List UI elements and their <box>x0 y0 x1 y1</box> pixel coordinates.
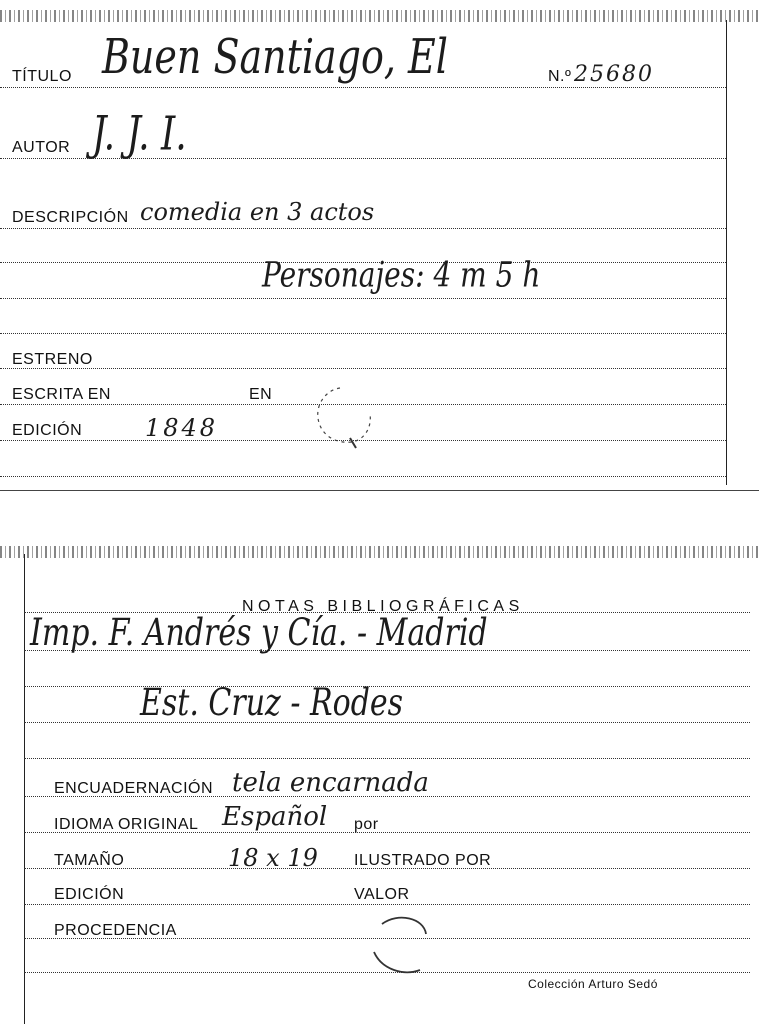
ilustrado-label: ILUSTRADO POR <box>354 852 492 869</box>
titulo-value: Buen Santiago, El <box>102 29 448 84</box>
edicion-value: 1848 <box>145 414 219 442</box>
idioma-label: IDIOMA ORIGINAL <box>54 816 199 833</box>
procedencia-label: PROCEDENCIA <box>54 922 177 939</box>
descripcion-value: comedia en 3 actos <box>140 198 375 226</box>
rule-line <box>0 298 726 299</box>
edicion-back-label: EDICIÓN <box>54 886 125 903</box>
rule-line <box>24 904 750 905</box>
rule-line <box>0 87 726 88</box>
numero-label: N.º <box>548 68 572 85</box>
est-value: Est. Cruz - Rodes <box>140 681 404 725</box>
encuadernacion-value: tela encarnada <box>232 768 429 798</box>
edicion-label: EDICIÓN <box>12 422 83 439</box>
encuadernacion-label: ENCUADERNACIÓN <box>54 780 214 797</box>
escrita-label: ESCRITA EN <box>12 386 111 403</box>
card-top-edge <box>0 10 759 22</box>
catalog-card-back <box>0 540 759 1028</box>
ink-smudge <box>312 382 378 454</box>
autor-label: AUTOR <box>12 139 71 156</box>
catalog-card-front <box>0 0 759 495</box>
coleccion-label: Colección Arturo Sedó <box>528 977 658 991</box>
valor-label: VALOR <box>354 886 410 903</box>
por-label: por <box>354 816 379 833</box>
rule-line <box>0 333 726 334</box>
tamano-value: 18 x 19 <box>228 844 318 872</box>
estreno-label: ESTRENO <box>12 351 93 368</box>
personajes-value: Personajes: 4 m 5 h <box>262 253 541 295</box>
tamano-label: TAMAÑO <box>54 852 125 869</box>
titulo-label: TÍTULO <box>12 68 72 85</box>
ink-smudge <box>368 912 438 978</box>
card-right-border <box>726 20 727 485</box>
descripcion-label: DESCRIPCIÓN <box>12 209 129 226</box>
autor-value: J. J. I. <box>92 107 187 161</box>
idioma-value: Español <box>222 802 328 832</box>
rule-line <box>0 476 726 477</box>
rule-line <box>0 228 726 229</box>
card-bottom-edge <box>0 490 759 491</box>
rule-line <box>0 368 726 369</box>
numero-value: 25680 <box>574 62 654 87</box>
en-label: EN <box>249 386 273 403</box>
rule-line <box>24 758 750 759</box>
notas-heading: NOTAS BIBLIOGRÁFICAS <box>242 598 524 615</box>
card-left-border <box>24 554 25 1024</box>
card-top-edge <box>0 546 759 558</box>
imprenta-value: Imp. F. Andrés y Cía. - Madrid <box>30 611 488 655</box>
